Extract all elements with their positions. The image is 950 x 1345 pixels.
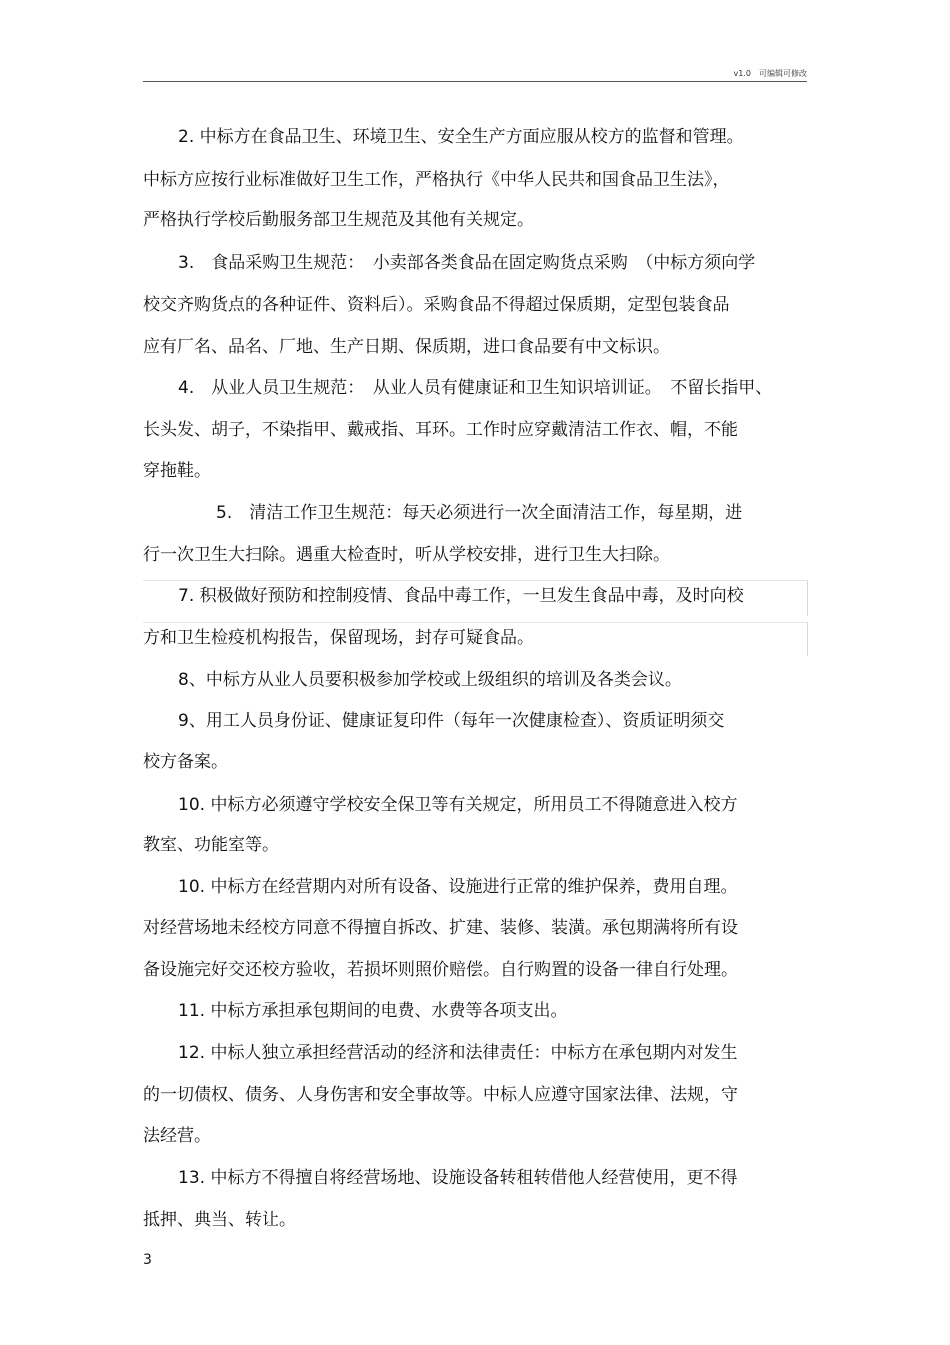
- body-line: 对经营场地未经校方同意不得擅自拆改、扩建、装修、装潢。承包期满将所有设: [143, 918, 738, 938]
- page-number: 3: [143, 1252, 152, 1268]
- body-line: 9、用工人员身份证、健康证复印件（每年一次健康检查）、资质证明须交: [178, 711, 725, 731]
- body-line: 的一切债权、债务、人身伤害和安全事故等。中标人应遵守国家法律、法规，守: [143, 1085, 738, 1105]
- body-line: 10. 中标方必须遵守学校安全保卫等有关规定，所用员工不得随意进入校方: [178, 795, 738, 815]
- header-rule: [143, 81, 807, 82]
- body-line: 11. 中标方承担承包期间的电费、水费等各项支出。: [178, 1001, 568, 1021]
- body-line: 10. 中标方在经营期内对所有设备、设施进行正常的维护保养，费用自理。: [178, 877, 738, 897]
- body-line: 校交齐购货点的各种证件、资料后）。采购食品不得超过保质期，定型包装食品: [143, 295, 730, 315]
- body-line: 中标方应按行业标准做好卫生工作，严格执行《中华人民共和国食品卫生法》，: [143, 170, 730, 190]
- body-line: 抵押、典当、转让。: [143, 1210, 296, 1230]
- body-line: 备设施完好交还校方验收，若损坏则照价赔偿。自行购置的设备一律自行处理。: [143, 960, 738, 980]
- body-line: 13. 中标方不得擅自将经营场地、设施设备转租转借他人经营使用，更不得: [178, 1168, 738, 1188]
- body-line: 5. 清洁工作卫生规范：每天必须进行一次全面清洁工作，每星期，进: [216, 503, 743, 523]
- body-line: 7. 积极做好预防和控制疫情、食品中毒工作，一旦发生食品中毒，及时向校: [178, 586, 744, 606]
- body-line: 2. 中标方在食品卫生、环境卫生、安全生产方面应服从校方的监督和管理。: [178, 127, 744, 147]
- body-line: 12. 中标人独立承担经营活动的经济和法律责任：中标方在承包期内对发生: [178, 1043, 738, 1063]
- body-line: 方和卫生检疫机构报告，保留现场，封存可疑食品。: [143, 628, 534, 648]
- body-line: 穿拖鞋。: [143, 461, 211, 481]
- body-line: 长头发、胡子，不染指甲、戴戒指、耳环。工作时应穿戴清洁工作衣、帽，不能: [143, 420, 738, 440]
- body-line: 3. 食品采购卫生规范： 小卖部各类食品在固定购货点采购 （中标方须向学: [178, 253, 756, 273]
- body-line: 教室、功能室等。: [143, 835, 279, 855]
- body-line: 行一次卫生大扫除。遇重大检查时，听从学校安排，进行卫生大扫除。: [143, 545, 670, 565]
- body-line: 4. 从业人员卫生规范： 从业人员有健康证和卫生知识培训证。 不留长指甲、: [178, 378, 773, 398]
- body-line: 严格执行学校后勤服务部卫生规范及其他有关规定。: [143, 210, 534, 230]
- body-line: 校方备案。: [143, 752, 228, 772]
- body-line: 应有厂名、品名、厂地、生产日期、保质期，进口食品要有中文标识。: [143, 337, 670, 357]
- page-header-version: v1.0 可编辑可修改: [733, 69, 807, 78]
- body-line: 8、中标方从业人员要积极参加学校或上级组织的培训及各类会议。: [178, 670, 682, 690]
- body-line: 法经营。: [143, 1126, 211, 1146]
